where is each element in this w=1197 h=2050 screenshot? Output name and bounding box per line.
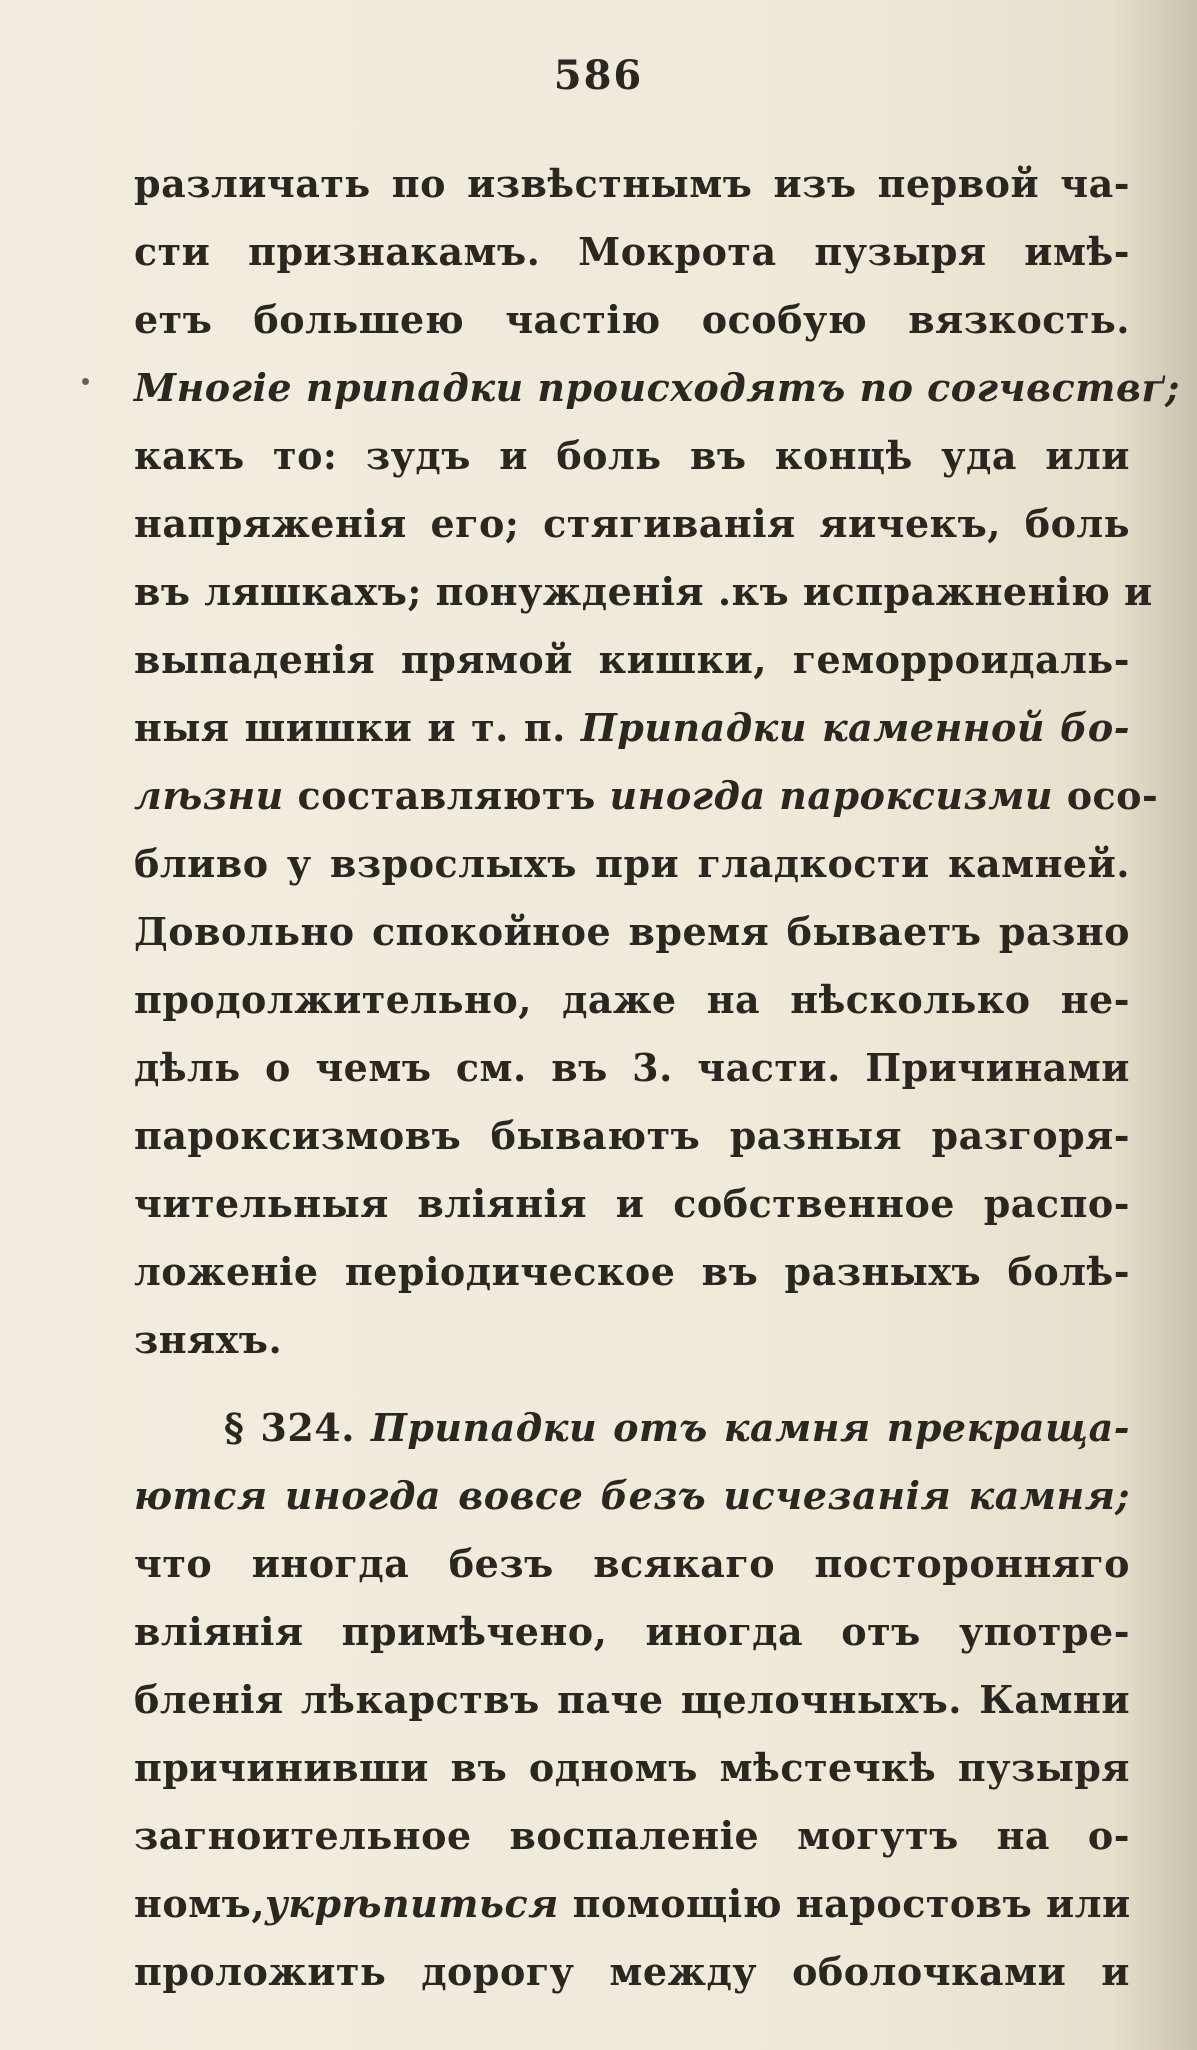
text-line — [134, 1870, 1130, 1938]
paragraph-gap — [134, 1374, 1130, 1394]
text-line: етъ большею частію особую вязкость. — [134, 297, 1130, 342]
text-line: ются иногда вовсе безъ исчезанія камня; — [134, 1473, 1130, 1518]
paragraph-2 — [134, 1394, 1130, 2006]
section-number: § 324. — [224, 1405, 355, 1450]
text-line: Многіе припадки происходятъ по согчвствґ; — [134, 365, 1180, 410]
text-line: сти признакамъ. Мокрота пузыря имѣ- — [134, 229, 1130, 274]
text-run: осо- — [1066, 773, 1159, 818]
text-line: ложеніе періодическое въ разныхъ болѣ- — [134, 1249, 1130, 1294]
paragraph-1 — [134, 150, 1180, 1374]
text-line: проложить дорогу между оболочками и — [134, 1949, 1130, 1994]
text-run: ныя шишки и т. п. — [134, 705, 566, 750]
section-heading-line — [134, 1394, 1130, 1462]
text-line: продолжительно, даже на нѣсколько не- — [134, 977, 1130, 1022]
text-line: чительныя вліянія и собственное распо- — [134, 1181, 1130, 1226]
text-line: какъ то: зудъ и боль въ концѣ уда или — [134, 433, 1130, 478]
text-line: различать по извѣстнымъ изъ первой ча- — [134, 161, 1130, 206]
italic-run: иногда пароксизми — [609, 773, 1053, 818]
text-run: номъ, — [134, 1881, 266, 1926]
text-line: зняхъ. — [134, 1317, 283, 1362]
text-line: загноительное воспаленіе могутъ на о- — [134, 1813, 1130, 1858]
text-line — [134, 762, 1159, 830]
text-line: выпаденія прямой кишки, геморроидаль- — [134, 637, 1130, 682]
text-line: въ ляшкахъ; понужденія .къ испражненію и — [134, 569, 1153, 614]
text-run: помощію наростовъ или — [572, 1881, 1131, 1926]
italic-run: лѣзни — [134, 773, 284, 818]
text-line: вліянія примѣчено, иногда отъ употре- — [134, 1609, 1130, 1654]
text-line — [134, 694, 1130, 762]
page-number: 586 — [553, 52, 644, 99]
text-line: пароксизмовъ бываютъ разныя разгоря- — [134, 1113, 1130, 1158]
text-run: составляютъ — [297, 773, 596, 818]
text-line: напряженія его; стягиванія яичекъ, боль — [134, 501, 1130, 546]
margin-dot — [82, 378, 89, 385]
italic-run: укрѣпиться — [265, 1881, 559, 1926]
text-line: что иногда безъ всякаго посторонняго — [134, 1541, 1130, 1586]
text-line: Довольно спокойное время бываетъ разно — [134, 909, 1130, 954]
text-line: бливо у взрослыхъ при гладкости камней. — [134, 841, 1130, 886]
text-line: дѣль о чемъ см. въ 3. части. Причинами — [134, 1045, 1130, 1090]
text-line: бленія лѣкарствъ паче щелочныхъ. Камни — [134, 1677, 1130, 1722]
page-text — [134, 150, 1180, 2006]
italic-run: Припадки отъ камня прекраща- — [370, 1405, 1130, 1450]
text-line: причинивши въ одномъ мѣстечкѣ пузыря — [134, 1745, 1130, 1790]
italic-run: Припадки каменной бо- — [580, 705, 1131, 750]
